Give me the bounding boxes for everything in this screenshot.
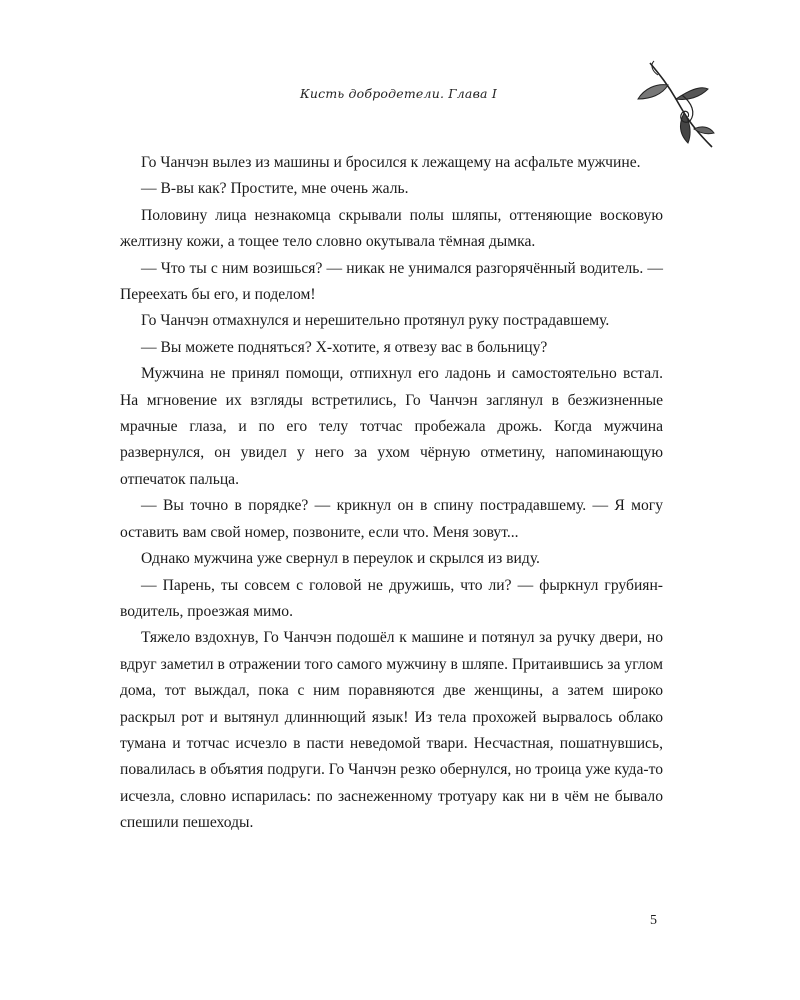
vine-ornament-icon xyxy=(630,55,720,155)
paragraph: Го Чанчэн отмахнулся и нерешительно протянул руку пострадавшему. xyxy=(141,312,610,330)
running-head: Кисть добродетели. Глава I xyxy=(300,86,498,101)
paragraph: Половину лица незнакомца скрывали полы шляпы, оттеняющие восковую желтизну кожи, а тощее тело словно окутывала тёмная дымка. xyxy=(120,206,663,251)
paragraph: Однако мужчина уже свернул в переулок и скрылся из виду. xyxy=(141,550,540,568)
paragraph: Тяжело вздохнув, Го Чанчэн подошёл к машине и потянул за ручку двери, но вдруг заметил в отражении того самого мужчину в шляпе. Притаившись за углом дома, тот выждал, пока с ним поравняются две женщины, а затем широко раскрыл рот и вытянул длиннющий язык! Из тела прохожей вырвалось облако тумана и тотчас исчезло в пасти неведомой твари. Несчастная, пошатнувшись, повалилась в объятия подруги. Го Чанчэн резко обернулся, но троица уже куда-то исчезла, словно испарилась: по заснеженному тротуару как ни в чём не бывало спешили пешеходы. xyxy=(120,629,663,832)
paragraph: — Вы точно в порядке? — крикнул он в спину пострадавшему. — Я могу оставить вам свой номер, позвоните, если что. Меня зовут... xyxy=(120,497,663,541)
paragraph: — В-вы как? Простите, мне очень жаль. xyxy=(141,180,409,198)
page-number: 5 xyxy=(650,913,657,928)
paragraph: Го Чанчэн вылез из машины и бросился к лежащему на асфальте мужчине. xyxy=(141,154,641,171)
paragraph: — Парень, ты совсем с головой не дружишь, что ли? — фыркнул грубиян-водитель, проезжая мимо. xyxy=(120,576,663,620)
body-text xyxy=(120,150,663,837)
paragraph: — Вы можете подняться? Х-хотите, я отвезу вас в больницу? xyxy=(141,338,548,356)
paragraph: — Что ты с ним возишься? — никак не унимался разгорячённый водитель. — Переехать бы его, и поделом! xyxy=(120,259,663,304)
paragraph: Мужчина не принял помощи, отпихнул его ладонь и самостоятельно встал. На мгновение их взгляды встретились, Го Чанчэн заглянул в безжизненные мрачные глаза, и по его телу тотчас пробежала дрожь. Когда мужчина развернулся, он увидел у него за ухом чёрную отметину, напоминающую отпечаток пальца. xyxy=(120,365,663,488)
